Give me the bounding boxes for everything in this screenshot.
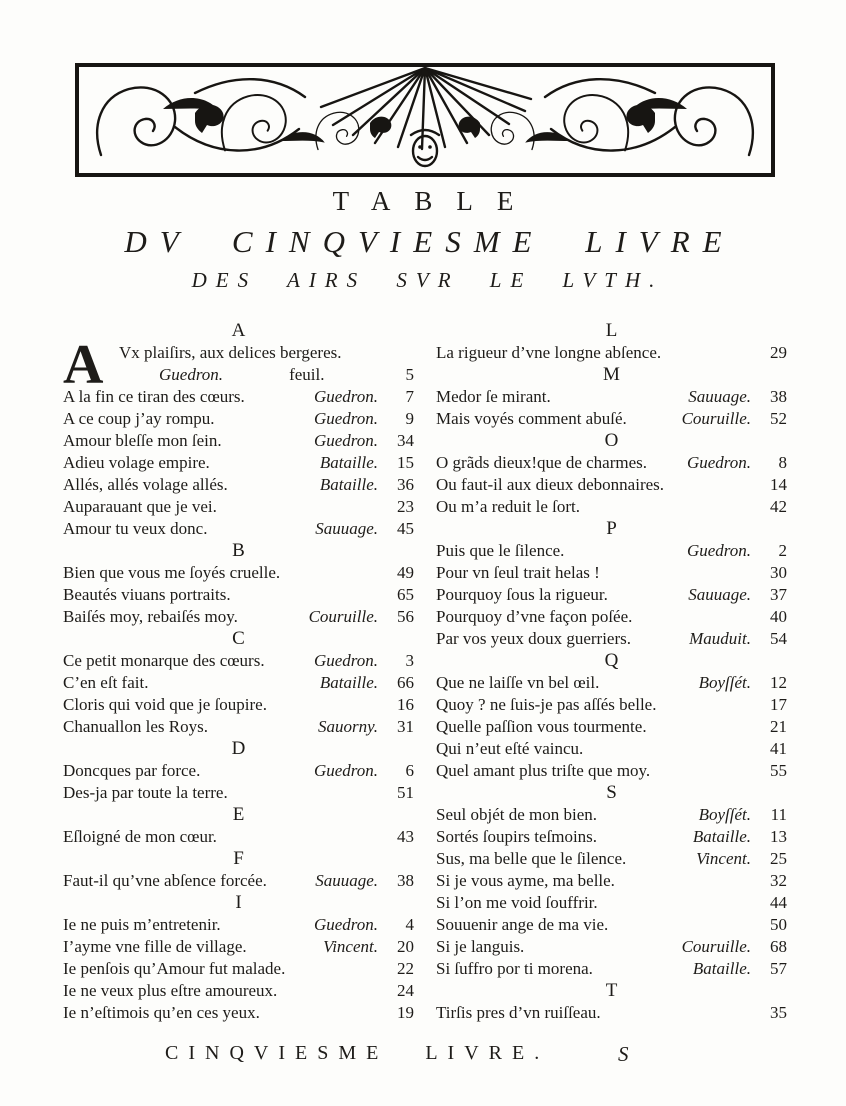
entry-page: 22	[397, 959, 414, 978]
entry-title: Qui n’eut eſté vaincu.	[436, 739, 584, 758]
entry-page: 52	[770, 409, 787, 428]
entry-page: 30	[770, 563, 787, 582]
entry-page: 37	[770, 585, 787, 604]
entry-page: 55	[770, 761, 787, 780]
entry-title: Amour bleſſe mon ſein.	[63, 431, 222, 450]
table-row	[63, 650, 414, 672]
table-row	[436, 342, 787, 364]
entry-page: 2	[778, 541, 787, 560]
entry-page: 19	[397, 1003, 414, 1022]
entry-title: A ce coup j’ay rompu.	[63, 409, 215, 428]
entry-title: Ie ne puis m’entretenir.	[63, 915, 221, 934]
entry-title: Par vos yeux doux guerriers.	[436, 629, 631, 648]
entry-composer: Sauuage.	[315, 871, 378, 890]
section-letter-E: E	[232, 804, 245, 825]
table-row	[63, 870, 414, 892]
entry-composer: Bataille.	[319, 453, 378, 472]
entry-title: Sortés ſoupirs teſmoins.	[436, 827, 598, 846]
entry-title: Quel amant plus triſte que moy.	[436, 761, 651, 780]
table-row	[436, 870, 787, 892]
entry-page: 38	[397, 871, 414, 890]
entry-page: 42	[770, 497, 787, 516]
entry-page: 11	[770, 805, 787, 824]
entry-composer: Guedron.	[313, 431, 378, 450]
lead-entry-line2	[119, 364, 414, 386]
entry-page: 20	[397, 937, 414, 956]
entry-composer: Sauuage.	[688, 387, 751, 406]
table-row	[436, 672, 787, 694]
entry-page: 50	[770, 915, 787, 934]
entry-composer: Couruille.	[681, 937, 751, 956]
entry-composer: Couruille.	[308, 607, 378, 626]
entry-page: 66	[397, 673, 414, 692]
entry-page: 16	[397, 695, 414, 714]
table-row	[436, 562, 787, 584]
table-row	[63, 584, 414, 606]
entry-title: Medor ſe mirant.	[436, 387, 551, 406]
table-row	[436, 716, 787, 738]
section-letter-A: A	[231, 320, 246, 341]
entry-title: Chanuallon les Roys.	[63, 717, 208, 736]
entry-page: 43	[397, 827, 414, 846]
entry-composer: Guedron.	[313, 409, 378, 428]
entry-page: 25	[770, 849, 787, 868]
table-row	[436, 474, 787, 496]
entry-title: Puis que le ſilence.	[436, 541, 565, 560]
table-row	[436, 848, 787, 870]
entry-title: Amour tu veux donc.	[63, 519, 208, 538]
entry-title: La rigueur d’vne longne abſence.	[436, 343, 662, 362]
entry-composer: Bataille.	[319, 475, 378, 494]
entry-page: 56	[397, 607, 414, 626]
entry-composer: Guedron.	[313, 915, 378, 934]
entry-page: 17	[770, 695, 787, 714]
entry-title: Pour vn ſeul trait helas !	[436, 563, 600, 582]
entry-title: Pourquoy ſous la rigueur.	[436, 585, 608, 604]
entry-title: I’ayme vne fille de village.	[63, 937, 247, 956]
section-letter-O: O	[604, 430, 619, 451]
page-subsubtitle: DES AIRS SVR LE LVTH.	[191, 268, 664, 292]
section-letter-I: I	[235, 892, 242, 913]
entry-title: Tirſis pres d’vn ruiſſeau.	[436, 1003, 601, 1022]
table-row	[63, 914, 414, 936]
entry-page: 21	[770, 717, 787, 736]
entry-title: Souuenir ange de ma vie.	[436, 915, 609, 934]
entry-page: 49	[397, 563, 414, 582]
entry-composer: Guedron.	[313, 651, 378, 670]
entry-page: 23	[397, 497, 414, 516]
entry-title: Si je vous ayme, ma belle.	[436, 871, 615, 890]
header-engraving	[75, 63, 775, 177]
entry-title: Faut-il qu’vne abſence forcée.	[63, 871, 267, 890]
entry-title: Ou m’a reduit le ſort.	[436, 497, 580, 516]
entry-composer: Guedron.	[313, 387, 378, 406]
entry-title: Bien que vous me ſoyés cruelle.	[63, 563, 281, 582]
entry-page: 6	[405, 761, 414, 780]
entry-page: 41	[770, 739, 787, 758]
table-row	[436, 540, 787, 562]
table-row	[63, 408, 414, 430]
table-row	[436, 738, 787, 760]
entry-composer: Sauuage.	[688, 585, 751, 604]
table-row	[436, 584, 787, 606]
entry-page: 32	[770, 871, 787, 890]
table-row	[63, 760, 414, 782]
section-letter-Q: Q	[604, 650, 619, 671]
entry-page: 4	[405, 915, 414, 934]
entry-composer: Boyſſét.	[698, 805, 751, 824]
drop-cap-letter: A	[63, 334, 104, 396]
entry-composer: Boyſſét.	[698, 673, 751, 692]
table-row	[63, 782, 414, 804]
entry-title: Beautés viuans portraits.	[63, 585, 231, 604]
entry-composer: Bataille.	[692, 959, 751, 978]
table-row	[63, 694, 414, 716]
lead-entry	[63, 334, 414, 396]
table-row	[436, 914, 787, 936]
table-row	[63, 386, 414, 408]
entry-title: Ie n’eſtimois qu’en ces yeux.	[63, 1003, 260, 1022]
entry-composer: Sauuage.	[315, 519, 378, 538]
table-row	[436, 408, 787, 430]
entry-page: 68	[770, 937, 787, 956]
entry-title: Baiſés moy, rebaiſés moy.	[63, 607, 238, 626]
table-row	[63, 1002, 414, 1024]
section-letter-T: T	[605, 980, 618, 1001]
entry-title: Ie penſois qu’Amour fut malade.	[63, 959, 286, 978]
entry-title: Quelle paſſion vous tourmente.	[436, 717, 647, 736]
entry-page: 35	[770, 1003, 787, 1022]
entry-title: Auparauant que je vei.	[63, 497, 217, 516]
entry-title: Sus, ma belle que le ſilence.	[436, 849, 627, 868]
entry-page: 9	[405, 409, 414, 428]
entry-title: Eſloigné de mon cœur.	[63, 827, 217, 846]
section-letter-S: S	[606, 782, 617, 803]
entry-composer: Mauduit.	[689, 629, 751, 648]
table-row	[436, 804, 787, 826]
entry-title: Adieu volage empire.	[63, 453, 210, 472]
table-row	[63, 958, 414, 980]
entry-composer: Bataille.	[319, 673, 378, 692]
entry-page: 51	[397, 783, 414, 802]
table-row	[63, 496, 414, 518]
entry-title: Si l’on me void ſouffrir.	[436, 893, 598, 912]
entry-title: Cloris qui void que je ſoupire.	[63, 695, 267, 714]
table-row	[63, 826, 414, 848]
table-row	[436, 386, 787, 408]
entry-composer: Sauorny.	[318, 717, 378, 736]
entry-page: 15	[397, 453, 414, 472]
folio-label: feuil.	[289, 365, 325, 384]
section-letter-L: L	[605, 320, 618, 341]
table-row	[63, 430, 414, 452]
entry-title: Pourquoy d’vne façon poſée.	[436, 607, 633, 626]
entry-composer: Guedron.	[313, 761, 378, 780]
entry-page: 13	[770, 827, 787, 846]
entry-page: 3	[405, 651, 414, 670]
entry-page: 29	[770, 343, 787, 362]
table-row	[436, 936, 787, 958]
table-row	[436, 496, 787, 518]
entry-page: 54	[770, 629, 787, 648]
entry-page: 31	[397, 717, 414, 736]
entry-composer: Bataille.	[692, 827, 751, 846]
table-row	[63, 936, 414, 958]
section-letter-C: C	[232, 628, 245, 649]
lead-entry-lines	[119, 342, 414, 386]
table-row	[436, 760, 787, 782]
entry-page: 8	[778, 453, 787, 472]
index-columns	[63, 320, 787, 1024]
section-letter-M: M	[603, 364, 620, 385]
entry-title: Ou faut-il aux dieux debonnaires.	[436, 475, 665, 494]
entry-page: 14	[770, 475, 787, 494]
section-letter-F: F	[233, 848, 244, 869]
entry-title: A la fin ce tiran des cœurs.	[63, 387, 245, 406]
engraved-grotesque-frieze-icon	[75, 63, 775, 177]
section-letter-D: D	[231, 738, 246, 759]
entry-page: 12	[770, 673, 787, 692]
entry-composer: Couruille.	[681, 409, 751, 428]
entry-page: 24	[397, 981, 414, 1000]
entry-composer: Guedron.	[686, 541, 751, 560]
table-row	[436, 628, 787, 650]
table-row	[63, 562, 414, 584]
entry-page: 34	[397, 431, 414, 450]
table-row	[436, 606, 787, 628]
entry-composer: Guedron.	[159, 365, 224, 384]
table-row	[63, 716, 414, 738]
table-row	[436, 892, 787, 914]
entry-page: 5	[405, 365, 414, 384]
entry-title: Doncques par force.	[63, 761, 201, 780]
entry-title: Ce petit monarque des cœurs.	[63, 651, 265, 670]
entry-title: Quoy ? ne ſuis-je pas aſſés belle.	[436, 695, 657, 714]
table-row	[63, 518, 414, 540]
entry-title: O grãds dieux!que de charmes.	[436, 453, 648, 472]
entry-page: 36	[397, 475, 414, 494]
entry-page: 44	[770, 893, 787, 912]
entry-title: Mais voyés comment abuſé.	[436, 409, 627, 428]
entry-page: 38	[770, 387, 787, 406]
signature-mark: S	[618, 1042, 629, 1066]
entry-title: Seul objét de mon bien.	[436, 805, 598, 824]
entry-page: 45	[397, 519, 414, 538]
table-row	[63, 452, 414, 474]
page-subtitle: DV CINQVIESME LIVRE	[124, 224, 735, 259]
table-row	[436, 1002, 787, 1024]
index-column-left	[63, 320, 414, 1024]
entry-title: Des-ja par toute la terre.	[63, 783, 228, 802]
entry-composer: Guedron.	[686, 453, 751, 472]
section-letter-B: B	[232, 540, 245, 561]
table-row	[436, 452, 787, 474]
entry-title: Ie ne veux plus eſtre amoureux.	[63, 981, 278, 1000]
entry-page: 65	[397, 585, 414, 604]
entry-page: 57	[770, 959, 787, 978]
entry-title: C’en eſt fait.	[63, 673, 149, 692]
footer-book-title: CINQVIESME LIVRE.	[165, 1042, 550, 1064]
section-letter-P: P	[606, 518, 617, 539]
entry-composer: Vincent.	[323, 937, 378, 956]
footer	[0, 1042, 846, 1068]
table-row	[436, 826, 787, 848]
entry-title: Si je languis.	[436, 937, 525, 956]
entry-composer: Vincent.	[696, 849, 751, 868]
table-row	[63, 474, 414, 496]
entry-title: Si ſuffro por ti morena.	[436, 959, 593, 978]
entry-page: 40	[770, 607, 787, 626]
entry-title: Que ne laiſſe vn bel œil.	[436, 673, 600, 692]
page-title: TABLE	[332, 186, 538, 216]
index-column-right	[436, 320, 787, 1024]
entry-page: 7	[405, 387, 414, 406]
table-row	[436, 694, 787, 716]
entry-title: Allés, allés volage allés.	[63, 475, 228, 494]
table-row	[63, 980, 414, 1002]
table-row	[436, 958, 787, 980]
table-row	[63, 606, 414, 628]
table-row	[63, 672, 414, 694]
entry-title: Vx plaiſirs, aux delices bergeres.	[119, 343, 342, 362]
